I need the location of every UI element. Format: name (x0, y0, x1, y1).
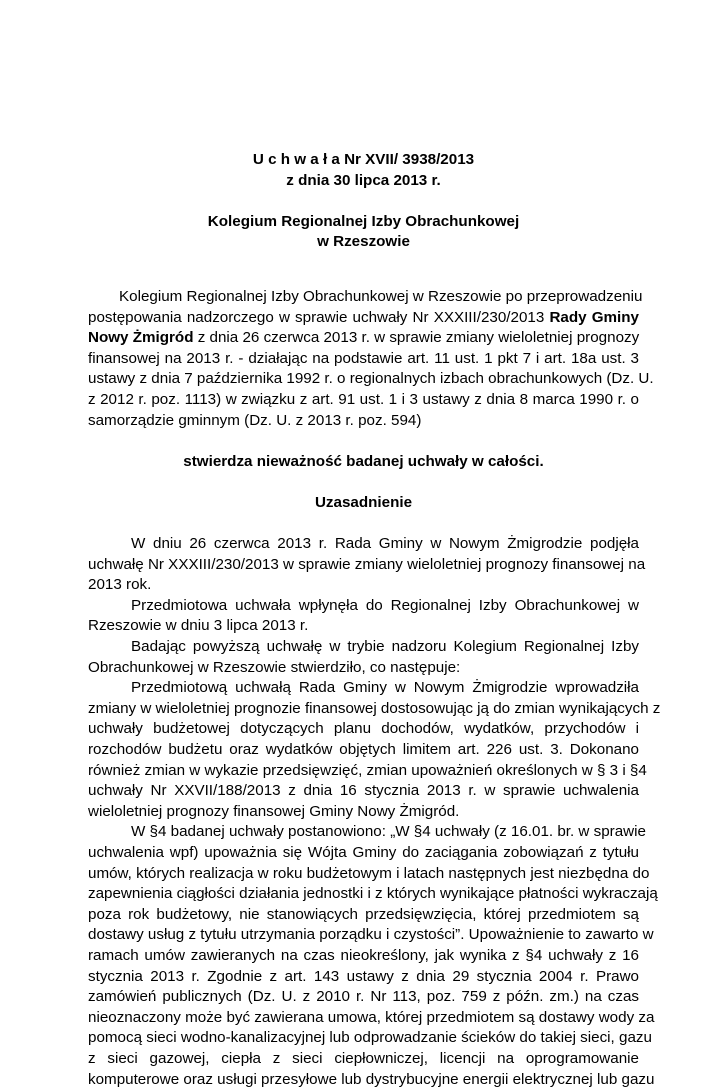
text-line: ramach umów zawieranych na czas nieokreślony, jak wynika z §4 uchwały z 16 (88, 946, 639, 964)
resolution-title-word: U c h w a ł a (252, 151, 340, 168)
text-line: z sieci gazowej, ciepła z sieci ciepłowniczej, licencji na oprogramowanie (88, 1049, 639, 1067)
text-line: nieoznaczony może być zawierana umowa, której przedmiotem są dostawy wody za (88, 1008, 655, 1026)
text-line: uchwalenia wpf) upoważnia się Wójta Gminy do zaciągania zobowiązań z tytułu (88, 844, 639, 861)
intro-line (88, 308, 639, 329)
text-line: W dniu 26 czerwca 2013 r. Rada Gminy w Nowym Żmigrodzie podjęła (131, 535, 639, 553)
intro-line (88, 328, 639, 349)
intro-paragraph (88, 287, 654, 431)
text-line: zmiany w wieloletniej prognozie finansowej dostosowując ją do zmian wynikających z (88, 699, 661, 717)
intro-text: postępowania nadzorczego w sprawie uchwały Nr XXXIII/230/2013 (88, 308, 545, 326)
justification-paragraph-5 (88, 822, 658, 1090)
intro-line: samorządzie gminnym (Dz. U. z 2013 r. poz. 594) (88, 411, 422, 429)
text-line: Obrachunkowej w Rzeszowie stwierdziło, co następuje: (88, 658, 461, 676)
text-line: umów, których realizacja w roku budżetowym i latach następnych jest niezbędna do (88, 864, 650, 882)
council-name-part2: Nowy Żmigród (88, 329, 194, 347)
text-line: uchwały budżetowej dotyczących planu dochodów, wydatków, przychodów i (88, 720, 639, 738)
text-line: 2013 rok. (88, 576, 152, 594)
text-line: wieloletniej prognozy finansowej Gminy Nowy Żmigród. (88, 802, 460, 820)
text-line: uchwały Nr XXVII/188/2013 z dnia 16 stycznia 2013 r. w sprawie uchwalenia (88, 782, 639, 800)
justification-heading: Uzasadnienie (314, 493, 413, 511)
text-line: rozchodów budżetu oraz wydatków objętych limitem art. 226 ust. 3. Dokonano (88, 741, 639, 759)
decision-statement: stwierdza nieważność badanej uchwały w całości. (183, 452, 544, 470)
text-line: Badając powyższą uchwałę w trybie nadzoru Kolegium Regionalnej Izby (131, 638, 639, 656)
text-line: uchwałę Nr XXXIII/230/2013 w sprawie zmiany wieloletniej prognozy finansowej na (88, 555, 646, 573)
text-line: pomocą sieci wodno-kanalizacyjnej lub odprowadzanie ścieków do takiej sieci, gazu (88, 1029, 652, 1047)
text-line: zapewnienia ciągłości działania jednostki i z których wynikające płatności wykraczają (88, 885, 658, 903)
resolution-title (88, 150, 639, 171)
text-line: komputerowe oraz usługi przesyłowe lub dystrybucyjne energii elektrycznej lub gazu (88, 1070, 655, 1088)
text-line: Przedmiotową uchwałą Rada Gminy w Nowym Żmigrodzie wprowadziła (131, 679, 639, 697)
justification-paragraph-2 (88, 596, 639, 637)
text-line: W §4 badanej uchwały postanowiono: „W §4 uchwały (z 16.01. br. w sprawie (131, 823, 646, 841)
intro-line: finansowej na 2013 r. - działając na podstawie art. 11 ust. 1 pkt 7 i art. 18a ust. 3 (88, 349, 639, 367)
intro-line: z 2012 r. poz. 1113) w związku z art. 91 ust. 1 i 3 ustawy z dnia 8 marca 1990 r. o (88, 390, 639, 408)
text-line: również zmian w wykazie przedsięwzięć, zmian upoważnień określonych w § 3 i §4 (88, 761, 647, 779)
intro-line: Kolegium Regionalnej Izby Obrachunkowej w Rzeszowie po przeprowadzeniu (119, 287, 643, 305)
text-line: dostawy usług z tytułu utrzymania porządku i czystości”. Upoważnienie to zawarto w (88, 926, 654, 944)
resolution-date: z dnia 30 lipca 2013 r. (286, 171, 441, 189)
text-line: Rzeszowie w dniu 3 lipca 2013 r. (88, 617, 309, 635)
justification-paragraph-1 (88, 534, 646, 596)
council-name-part1: Rady Gminy (549, 308, 639, 326)
text-line: Przedmiotowa uchwała wpłynęła do Regionalnej Izby Obrachunkowej w (131, 596, 639, 614)
resolution-number: Nr XVII/ 3938/2013 (344, 151, 475, 168)
intro-line: ustawy z dnia 7 października 1992 r. o regionalnych izbach obrachunkowych (Dz. U. (88, 370, 654, 388)
justification-paragraph-3 (88, 637, 639, 678)
text-line: zamówień publicznych (Dz. U. z 2010 r. Nr 113, poz. 759 z późn. zm.) na czas (88, 988, 639, 1006)
intro-text: z dnia 26 czerwca 2013 r. w sprawie zmiany wieloletniej prognozy (197, 329, 640, 347)
text-line: poza rok budżetowy, nie stanowiących przedsięwzięcia, której przedmiotem są (88, 905, 639, 923)
issuer-line-1: Kolegium Regionalnej Izby Obrachunkowej (207, 212, 520, 230)
document-page (88, 150, 661, 1090)
text-line: stycznia 2013 r. Zgodnie z art. 143 ustawy z dnia 29 stycznia 2004 r. Prawo (88, 967, 639, 985)
justification-paragraph-4 (88, 678, 661, 822)
issuer-line-2: w Rzeszowie (317, 233, 410, 251)
